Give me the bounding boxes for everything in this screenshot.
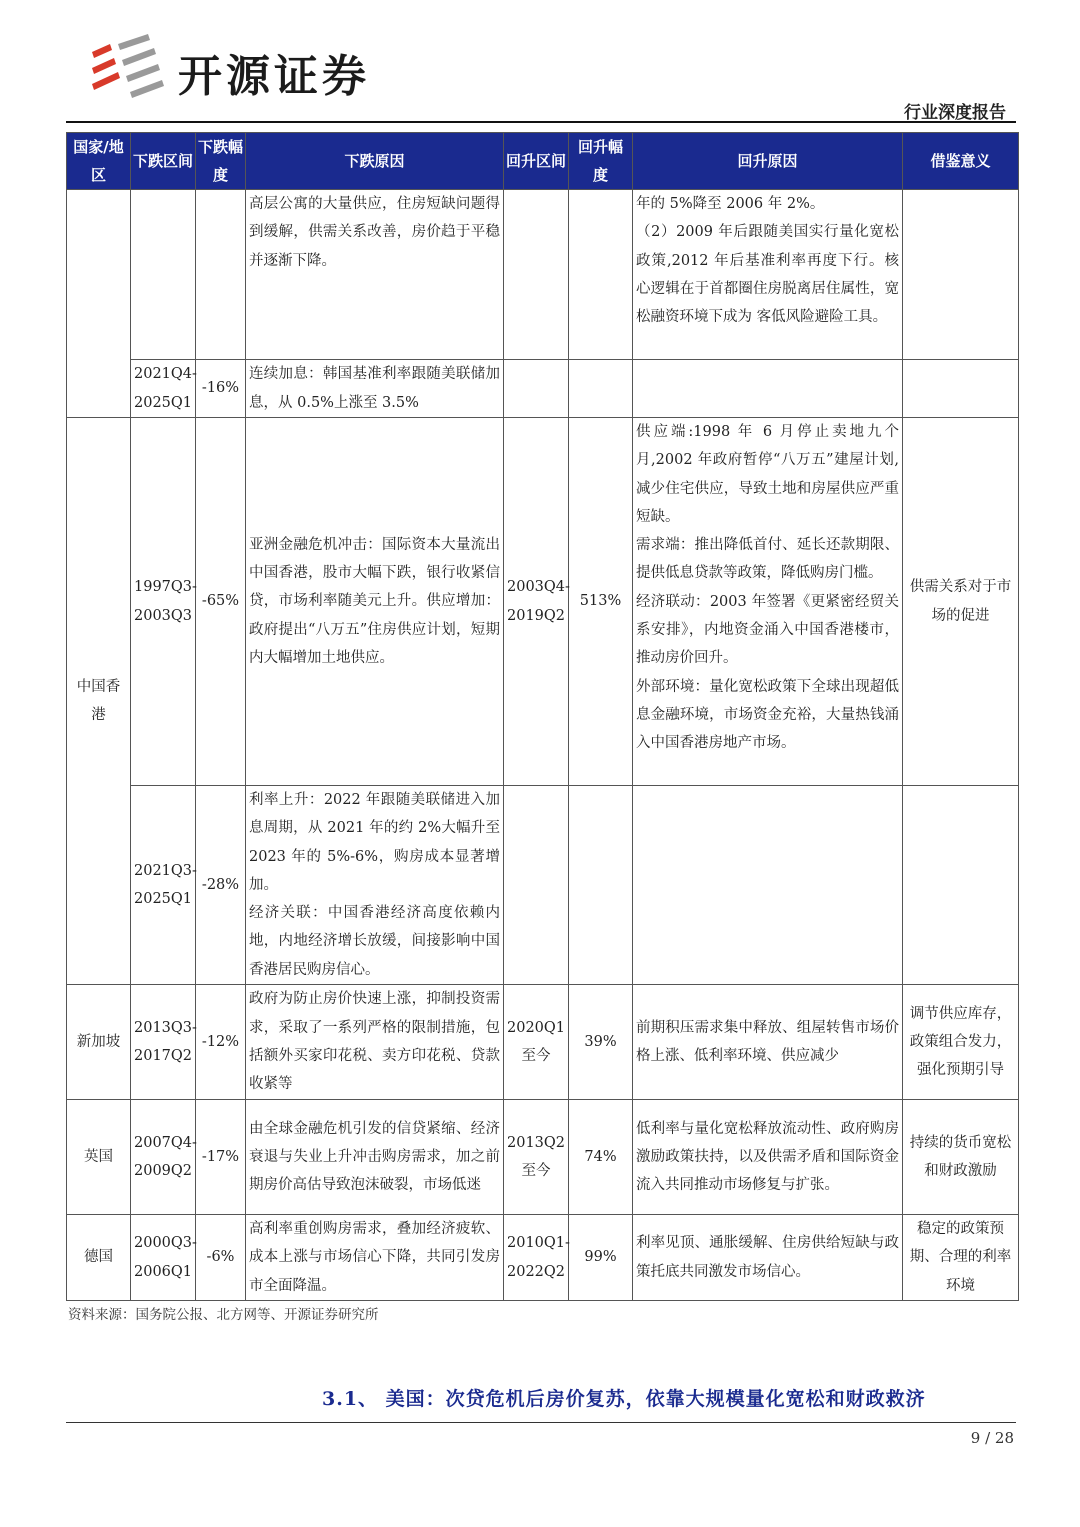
lesson-cell: 供需关系对于市场的促进 (903, 418, 1019, 786)
col-header-fall-pct: 下跌幅度 (196, 133, 246, 190)
table-row (67, 360, 1019, 418)
region-cell (67, 190, 131, 418)
rise-reason-cell: 年的 5%降至 2006 年 2%。 （2）2009 年后跟随美国实行量化宽松政策,2012 年后基准利率再度下行。核心逻辑在于首都圈住房脱离居住属性，宽松融资环境下成为 客低风险避险工具。 (633, 190, 903, 360)
fall-pct-cell: -17% (196, 1100, 246, 1215)
region-cell: 中国香港 (67, 418, 131, 985)
table-row (67, 1215, 1019, 1301)
rise-reason-cell: 前期积压需求集中释放、组屋转售市场价格上涨、低利率环境、供应减少 (633, 985, 903, 1100)
company-logo-icon (88, 34, 178, 98)
fall-pct-cell: -12% (196, 985, 246, 1100)
col-header-lesson: 借鉴意义 (903, 133, 1019, 190)
section-title: 3.1、 美国：次贷危机后房价复苏，依靠大规模量化宽松和财政救济 (322, 1388, 926, 1410)
fall-pct-cell: -65% (196, 418, 246, 786)
fall-reason-cell: 亚洲金融危机冲击：国际资本大量流出中国香港，股市大幅下跌，银行收紧信贷，市场利率随美元上升。供应增加：政府提出“八万五”住房供应计划，短期内大幅增加土地供应。 (246, 418, 504, 786)
source-note: 资料来源：国务院公报、北方网等、开源证券研究所 (68, 1307, 379, 1323)
housing-cycle-table (66, 132, 1019, 1301)
col-header-rise-reason: 回升原因 (633, 133, 903, 190)
table-row (67, 1100, 1019, 1215)
region-cell: 德国 (67, 1215, 131, 1301)
company-name: 开源证券 (178, 51, 370, 102)
region-cell: 新加坡 (67, 985, 131, 1100)
fall-reason-cell: 高层公寓的大量供应，住房短缺问题得到缓解，供需关系改善，房价趋于平稳并逐渐下降。 (246, 190, 504, 360)
table-row (67, 985, 1019, 1100)
rise-pct-cell: 513% (569, 418, 633, 786)
page-number: 9 / 28 (970, 1429, 1014, 1447)
rise-pct-cell: 39% (569, 985, 633, 1100)
col-header-fall-period: 下跌区间 (131, 133, 196, 190)
fall-period-cell: 2007Q4-2009Q2 (131, 1100, 196, 1215)
fall-reason-cell: 高利率重创购房需求，叠加经济疲软、成本上涨与市场信心下降，共同引发房市全面降温。 (246, 1215, 504, 1301)
fall-period-cell: 2000Q3-2006Q1 (131, 1215, 196, 1301)
rise-reason-cell: 利率见顶、通胀缓解、住房供给短缺与政策托底共同激发市场信心。 (633, 1215, 903, 1301)
fall-period-cell: 2013Q3-2017Q2 (131, 985, 196, 1100)
rise-pct-cell: 74% (569, 1100, 633, 1215)
fall-pct-cell: -6% (196, 1215, 246, 1301)
rise-period-cell: 2003Q4-2019Q2 (504, 418, 569, 786)
header-divider (66, 121, 1016, 123)
rise-period-cell: 2020Q1至今 (504, 985, 569, 1100)
rise-reason-cell: 供应端:1998 年 6 月停止卖地九个月,2002 年政府暂停“八万五”建屋计划,减少住宅供应，导致土地和房屋供应严重短缺。 需求端：推出降低首付、延长还款期限、提供低息贷款等政策，降低购房门槛。 经济联动：2003 年签署《更紧密经贸关系安排》，内地资金涌入中国香港楼市，推动房价回升。 外部环境：量化宽松政策下全球出现超低息金融环境，市场资金充裕，大量热钱涌入中国香港房地产市场。 (633, 418, 903, 786)
table-row (67, 418, 1019, 786)
fall-reason-cell: 利率上升：2022 年跟随美联储进入加息周期，从 2021 年的约 2%大幅升至 2023 年的 5%-6%，购房成本显著增加。 经济关联：中国香港经济高度依赖内地，内地经济增长放缓，间接影响中国香港居民购房信心。 (246, 786, 504, 985)
fall-reason-cell: 连续加息：韩国基准利率跟随美联储加息，从 0.5%上涨至 3.5% (246, 360, 504, 418)
fall-reason-cell: 政府为防止房价快速上涨，抑制投资需求，采取了一系列严格的限制措施，包括额外买家印花税、卖方印花税、贷款收紧等 (246, 985, 504, 1100)
report-type: 行业深度报告 (904, 103, 1006, 123)
lesson-cell: 持续的货币宽松和财政激励 (903, 1100, 1019, 1215)
rise-period-cell: 2010Q1-2022Q2 (504, 1215, 569, 1301)
col-header-rise-period: 回升区间 (504, 133, 569, 190)
fall-period-cell: 2021Q3-2025Q1 (131, 786, 196, 985)
table-row (67, 190, 1019, 360)
fall-pct-cell: -28% (196, 786, 246, 985)
table-row (67, 786, 1019, 985)
lesson-cell: 调节供应库存，政策组合发力，强化预期引导 (903, 985, 1019, 1100)
rise-period-cell: 2013Q2至今 (504, 1100, 569, 1215)
fall-reason-cell: 由全球金融危机引发的信贷紧缩、经济衰退与失业上升冲击购房需求，加之前期房价高估导致泡沫破裂，市场低迷 (246, 1100, 504, 1215)
lesson-cell: 稳定的政策预期、合理的利率环境 (903, 1215, 1019, 1301)
col-header-fall-reason: 下跌原因 (246, 133, 504, 190)
fall-pct-cell: -16% (196, 360, 246, 418)
fall-period-cell: 2021Q4-2025Q1 (131, 360, 196, 418)
region-cell: 英国 (67, 1100, 131, 1215)
col-header-region: 国家/地区 (67, 133, 131, 190)
footer-divider (66, 1422, 1016, 1423)
rise-pct-cell: 99% (569, 1215, 633, 1301)
col-header-rise-pct: 回升幅度 (569, 133, 633, 190)
table-header-row (67, 133, 1019, 190)
rise-reason-cell: 低利率与量化宽松释放流动性、政府购房激励政策扶持，以及供需矛盾和国际资金流入共同推动市场修复与扩张。 (633, 1100, 903, 1215)
fall-period-cell: 1997Q3-2003Q3 (131, 418, 196, 786)
